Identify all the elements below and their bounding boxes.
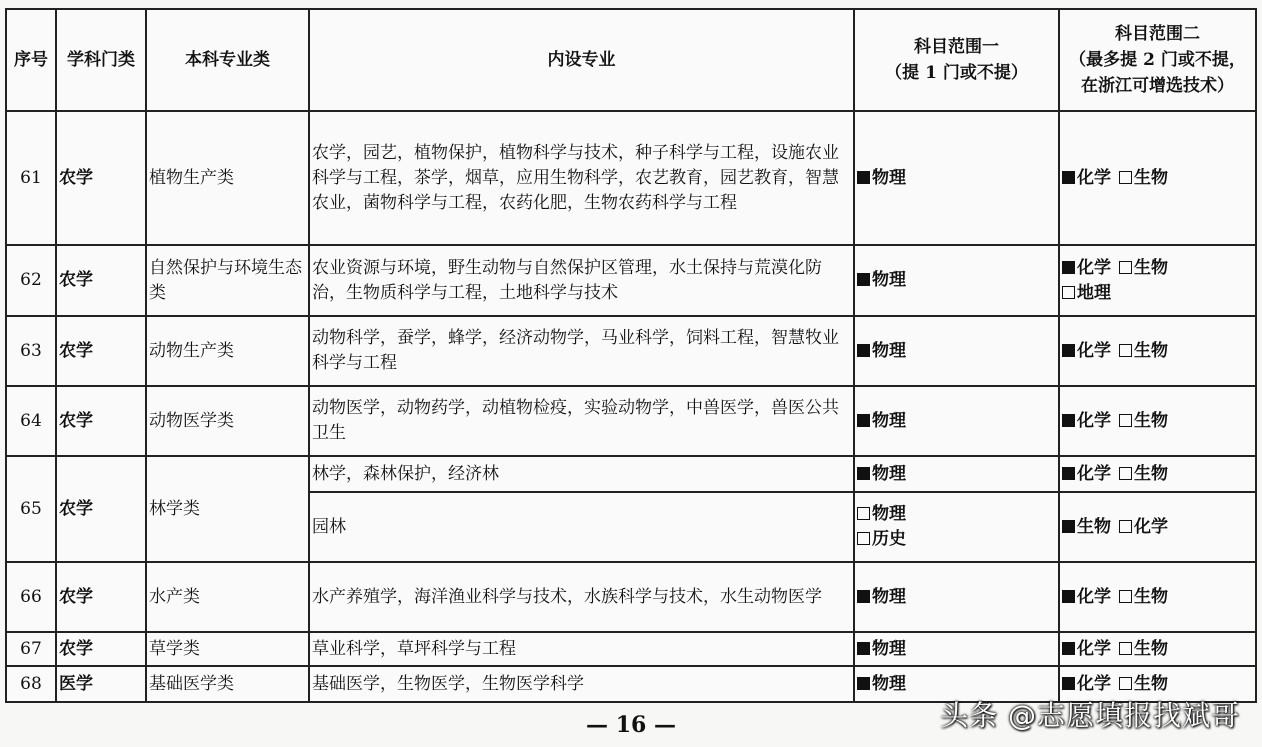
row-no: 62: [6, 245, 56, 316]
subject-label: 化学: [1077, 340, 1111, 361]
page-number: — 16 —: [586, 712, 676, 738]
checked-box-icon: [1062, 590, 1075, 603]
range2-cell: [1059, 316, 1256, 386]
subject-option: [857, 674, 906, 694]
row-major-class: 基础医学类: [146, 666, 309, 702]
row-major-class: 植物生产类: [146, 111, 309, 245]
range2-cell: [1059, 492, 1256, 562]
checked-box-icon: [857, 677, 870, 690]
subject-option: [1119, 517, 1168, 537]
unchecked-box-icon: [1119, 677, 1132, 690]
subject-label: 化学: [1077, 463, 1111, 484]
subject-option: [857, 270, 906, 290]
subject-label: 物理: [872, 270, 906, 290]
unchecked-box-icon: [1119, 171, 1132, 184]
checked-box-icon: [857, 642, 870, 655]
row-major-class: 草学类: [146, 632, 309, 666]
subject-option: [1062, 341, 1111, 361]
checked-box-icon: [857, 344, 870, 357]
row-major-class: 林学类: [146, 456, 309, 562]
unchecked-box-icon: [1119, 261, 1132, 274]
subject-label: 生物: [1134, 463, 1168, 484]
subject-label: 化学: [1077, 410, 1111, 431]
checked-box-icon: [1062, 677, 1075, 690]
subject-label: 化学: [1077, 257, 1111, 278]
subject-label: 物理: [872, 410, 906, 431]
unchecked-box-icon: [1119, 520, 1132, 533]
subject-option: [1119, 168, 1168, 188]
range2-cell: [1059, 456, 1256, 492]
header-category: 学科门类: [56, 9, 146, 111]
subject-option: [1119, 411, 1168, 431]
subject-option: [1119, 341, 1168, 361]
row-major-class: 动物医学类: [146, 386, 309, 456]
subject-label: 物理: [872, 340, 906, 361]
row-category: 农学: [56, 562, 146, 632]
subject-label: 物理: [872, 463, 906, 484]
table-row: [6, 316, 1256, 386]
subject-label: 化学: [1077, 673, 1111, 694]
row-no: 63: [6, 316, 56, 386]
subject-label: 生物: [1134, 340, 1168, 361]
table-row: [6, 111, 1256, 245]
range1-cell: [854, 562, 1059, 632]
checked-box-icon: [857, 414, 870, 427]
subject-label: 生物: [1077, 516, 1111, 537]
subject-option: [857, 587, 906, 607]
row-no: 61: [6, 111, 56, 245]
subject-label: 生物: [1134, 586, 1168, 607]
subject-option: [1062, 464, 1111, 484]
subject-option: [857, 341, 906, 361]
unchecked-box-icon: [1119, 642, 1132, 655]
subject-option: [1062, 283, 1111, 303]
row-majors: 水产养殖学，海洋渔业科学与技术，水族科学与技术，水生动物医学: [309, 562, 854, 632]
range2-cell: [1059, 562, 1256, 632]
checked-box-icon: [1062, 261, 1075, 274]
row-category: 农学: [56, 456, 146, 562]
subject-option: [857, 639, 906, 659]
subject-label: 化学: [1077, 167, 1111, 188]
unchecked-box-icon: [857, 532, 870, 545]
subject-option: [1062, 517, 1111, 537]
range1-cell: [854, 111, 1059, 245]
row-no: 68: [6, 666, 56, 702]
header-major-class: 本科专业类: [146, 9, 309, 111]
table-row: [6, 456, 1256, 492]
subject-option: [1062, 411, 1111, 431]
subject-option: [1119, 258, 1168, 278]
range2-cell: [1059, 632, 1256, 666]
table-row: [6, 562, 1256, 632]
row-category: 医学: [56, 666, 146, 702]
unchecked-box-icon: [1119, 590, 1132, 603]
row-majors: 草业科学，草坪科学与工程: [309, 632, 854, 666]
row-no: 66: [6, 562, 56, 632]
header-row: [6, 9, 1256, 111]
row-no: 64: [6, 386, 56, 456]
checked-box-icon: [1062, 520, 1075, 533]
range1-cell: [854, 492, 1059, 562]
row-majors: 农业资源与环境，野生动物与自然保护区管理，水土保持与荒漠化防治，生物质科学与工程，土地科学与技术: [309, 245, 854, 316]
row-majors: 林学，森林保护，经济林: [309, 456, 854, 492]
subject-label: 生物: [1134, 638, 1168, 659]
subject-option: [1119, 464, 1168, 484]
table-row: [6, 245, 1256, 316]
row-major-class: 自然保护与环境生态类: [146, 245, 309, 316]
subject-option: [1062, 674, 1111, 694]
table-row: [6, 386, 1256, 456]
row-category: 农学: [56, 386, 146, 456]
subject-option: [1062, 168, 1111, 188]
subject-label: 生物: [1134, 673, 1168, 694]
checked-box-icon: [1062, 642, 1075, 655]
row-majors: 基础医学，生物医学，生物医学科学: [309, 666, 854, 702]
row-category: 农学: [56, 245, 146, 316]
subject-label: 化学: [1134, 516, 1168, 537]
unchecked-box-icon: [1119, 414, 1132, 427]
subject-label: 化学: [1077, 638, 1111, 659]
row-category: 农学: [56, 111, 146, 245]
subject-option: [1062, 258, 1111, 278]
checked-box-icon: [857, 467, 870, 480]
subject-option: [1119, 639, 1168, 659]
row-no: 65: [6, 456, 56, 562]
subject-option: [857, 529, 906, 549]
subject-label: 生物: [1134, 410, 1168, 431]
unchecked-box-icon: [1119, 344, 1132, 357]
subject-label: 物理: [872, 638, 906, 659]
range1-cell: [854, 456, 1059, 492]
checked-box-icon: [1062, 344, 1075, 357]
subject-label: 物理: [872, 504, 906, 524]
unchecked-box-icon: [1119, 467, 1132, 480]
header-no: 序号: [6, 9, 56, 111]
row-majors: 动物医学，动物药学，动植物检疫，实验动物学，中兽医学，兽医公共卫生: [309, 386, 854, 456]
subject-requirements-table: [5, 8, 1257, 703]
row-category: 农学: [56, 632, 146, 666]
row-majors: 农学，园艺，植物保护，植物科学与技术，种子科学与工程，设施农业科学与工程，茶学，烟草，应用生物科学，农艺教育，园艺教育，智慧农业，菌物科学与工程，农药化肥，生物农药科学与工程: [309, 111, 854, 245]
subject-label: 地理: [1077, 282, 1111, 303]
subject-label: 生物: [1134, 167, 1168, 188]
range2-cell: [1059, 245, 1256, 316]
row-majors: 园林: [309, 492, 854, 562]
row-no: 67: [6, 632, 56, 666]
row-majors: 动物科学，蚕学，蜂学，经济动物学，马业科学，饲料工程，智慧牧业科学与工程: [309, 316, 854, 386]
subject-label: 物理: [872, 586, 906, 607]
subject-option: [1062, 587, 1111, 607]
subject-option: [857, 411, 906, 431]
subject-label: 生物: [1134, 257, 1168, 278]
header-range1: 科目范围一 （提 1 门或不提）: [854, 9, 1059, 111]
subject-option: [857, 504, 906, 524]
row-major-class: 动物生产类: [146, 316, 309, 386]
checked-box-icon: [1062, 467, 1075, 480]
range1-cell: [854, 632, 1059, 666]
subject-label: 物理: [872, 167, 906, 188]
subject-label: 历史: [872, 529, 906, 549]
range1-cell: [854, 386, 1059, 456]
checked-box-icon: [857, 171, 870, 184]
unchecked-box-icon: [857, 507, 870, 520]
range2-cell: [1059, 386, 1256, 456]
subject-label: 化学: [1077, 586, 1111, 607]
checked-box-icon: [1062, 414, 1075, 427]
subject-label: 物理: [872, 673, 906, 694]
range1-cell: [854, 316, 1059, 386]
watermark: 头条 @志愿填报找斌哥: [940, 699, 1240, 732]
checked-box-icon: [857, 590, 870, 603]
subject-option: [1119, 674, 1168, 694]
range1-cell: [854, 245, 1059, 316]
row-category: 农学: [56, 316, 146, 386]
header-majors: 内设专业: [309, 9, 854, 111]
subject-option: [857, 464, 906, 484]
checked-box-icon: [857, 273, 870, 286]
subject-option: [857, 168, 906, 188]
range2-cell: [1059, 111, 1256, 245]
subject-option: [1062, 639, 1111, 659]
unchecked-box-icon: [1062, 286, 1075, 299]
header-range2: 科目范围二 （最多提 2 门或不提， 在浙江可增选技术）: [1059, 9, 1256, 111]
table-row: [6, 632, 1256, 666]
checked-box-icon: [1062, 171, 1075, 184]
row-major-class: 水产类: [146, 562, 309, 632]
subject-option: [1119, 587, 1168, 607]
